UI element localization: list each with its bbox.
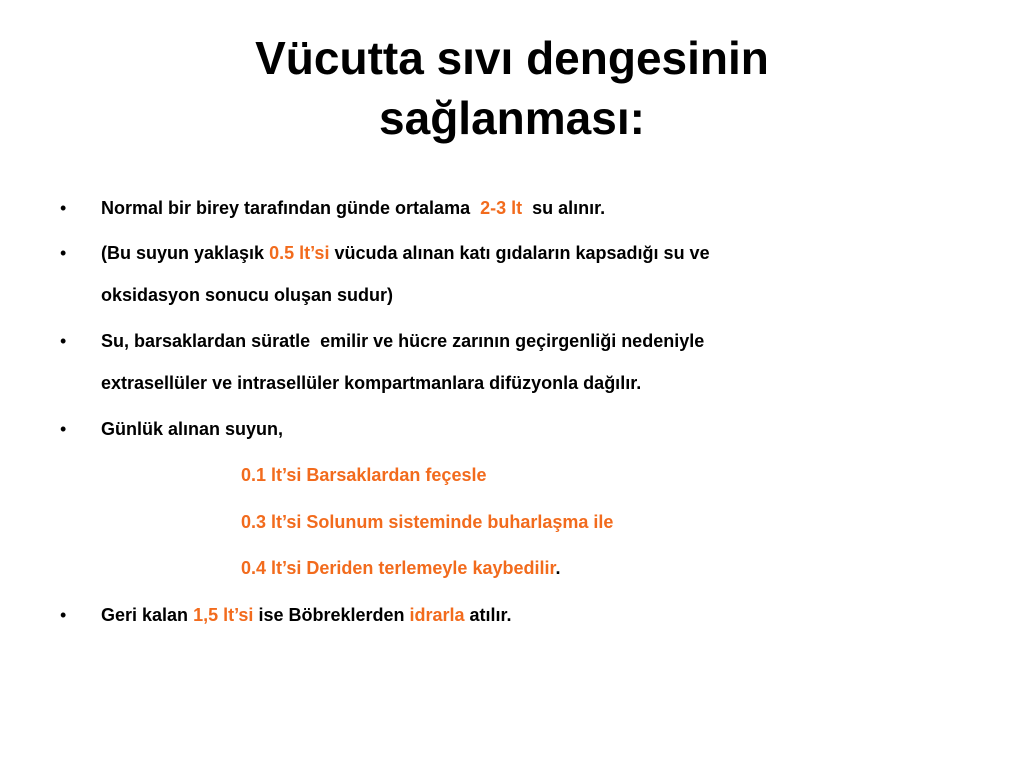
bullet-1-text <box>101 196 605 220</box>
bullet-4-text: Günlük alınan suyun, <box>101 419 284 439</box>
bullet-2-line-2: oksidasyon sonucu oluşan sudur) <box>101 285 394 305</box>
bullet-5-highlight-2: idrarla <box>409 605 465 625</box>
bullet-5-part-3: ise Böbreklerden <box>253 605 410 625</box>
bullet-5-highlight-1: 1,5 lt’si <box>193 605 254 625</box>
title-line-1: Vücutta sıvı dengesinin <box>255 32 769 84</box>
bullet-dot: • <box>60 419 67 439</box>
bullet-2-line-1 <box>101 241 710 265</box>
bullet-dot: • <box>60 331 67 351</box>
sub-item-respiration: 0.3 lt’si Solunum sisteminde buharlaşma ile <box>241 512 614 532</box>
sub-item-feces: 0.1 lt’si Barsaklardan feçesle <box>241 465 487 485</box>
bullet-3-line-2: extrasellüler ve intrasellüler kompartmanlara difüzyonla dağılır. <box>101 373 642 393</box>
bullet-2-part-3: vücuda alınan katı gıdaların kapsadığı su ve <box>329 243 710 263</box>
bullet-dot: • <box>60 243 67 263</box>
bullet-1-part-3: su alınır. <box>522 198 606 218</box>
bullet-3-line-1: Su, barsaklardan süratle emilir ve hücre zarının geçirgenliği nedeniyle <box>101 331 705 351</box>
sub-item-skin <box>241 556 561 580</box>
sub-item-skin-period: . <box>555 558 561 578</box>
slide-title <box>0 28 1024 148</box>
sub-item-skin-text: 0.4 lt’si Deriden terlemeyle kaybedilir <box>241 558 556 578</box>
bullet-1-part-1: Normal bir birey tarafından günde ortalama <box>101 198 481 218</box>
bullet-5-part-5: atılır. <box>464 605 512 625</box>
bullet-dot: • <box>60 198 67 218</box>
title-line-2: sağlanması: <box>379 92 645 144</box>
bullet-dot: • <box>60 605 67 625</box>
bullet-5-text <box>101 603 512 627</box>
bullet-2-highlight: 0.5 lt’si <box>269 243 330 263</box>
bullet-2-part-1: (Bu suyun yaklaşık <box>101 243 270 263</box>
bullet-5-part-1: Geri kalan <box>101 605 194 625</box>
bullet-1-highlight: 2-3 lt <box>480 198 523 218</box>
